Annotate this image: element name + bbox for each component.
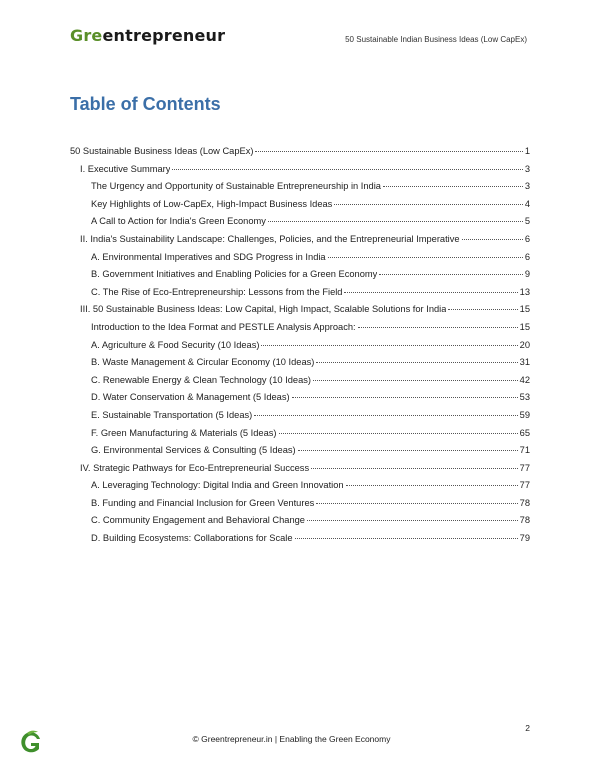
toc-entry-page: 3 (524, 163, 530, 174)
toc-entry[interactable] (70, 410, 530, 428)
toc-entry-title: F. Green Manufacturing & Materials (5 Ideas) (91, 427, 277, 438)
toc-entry-title: C. Community Engagement and Behavioral Change (91, 515, 305, 526)
leaf-g-icon (18, 729, 44, 755)
toc-dot-leader (448, 309, 517, 310)
toc-entry-title: E. Sustainable Transportation (5 Ideas) (91, 409, 253, 420)
toc-entry-title: The Urgency and Opportunity of Sustainable Entrepreneurship in India (91, 181, 381, 192)
toc-dot-leader (311, 468, 518, 469)
toc-entry-page: 3 (524, 181, 530, 192)
toc-entry-title: C. The Rise of Eco-Entrepreneurship: Lessons from the Field (91, 286, 343, 297)
toc-dot-leader (383, 186, 523, 187)
toc-entry[interactable] (70, 269, 530, 287)
toc-dot-leader (313, 380, 518, 381)
toc-entry[interactable] (70, 357, 530, 375)
toc-dot-leader (328, 257, 523, 258)
toc-dot-leader (379, 274, 523, 275)
toc-dot-leader (316, 503, 517, 504)
toc-entry-page: 20 (519, 339, 530, 350)
toc-dot-leader (268, 221, 523, 222)
footer-text: © Greentrepreneur.in | Enabling the Green Economy (192, 734, 391, 744)
toc-entry-page: 79 (519, 533, 530, 544)
toc-dot-leader (334, 204, 523, 205)
toc-entry[interactable] (70, 375, 530, 393)
toc-entry[interactable] (70, 480, 530, 498)
toc-entry-page: 77 (519, 480, 530, 491)
toc-entry[interactable] (70, 287, 530, 305)
toc-entry-title: G. Environmental Services & Consulting (5 Ideas) (91, 445, 296, 456)
toc-entry-title: D. Water Conservation & Management (5 Ideas) (91, 392, 290, 403)
brand-logo-rest: entrepreneur (102, 26, 226, 45)
toc-dot-leader (358, 327, 518, 328)
toc-entry[interactable] (70, 199, 530, 217)
toc-entry[interactable] (70, 428, 530, 446)
toc-entry-page: 42 (519, 374, 530, 385)
toc-dot-leader (295, 538, 518, 539)
toc-dot-leader (316, 362, 517, 363)
toc-entry-title: B. Waste Management & Circular Economy (10 Ideas) (91, 357, 315, 368)
table-of-contents (70, 146, 530, 551)
toc-entry-title: A. Environmental Imperatives and SDG Progress in India (91, 251, 326, 262)
toc-entry[interactable] (70, 533, 530, 551)
toc-entry-title: Introduction to the Idea Format and PESTLE Analysis Approach: (91, 321, 356, 332)
toc-entry-title: B. Government Initiatives and Enabling Policies for a Green Economy (91, 269, 378, 280)
toc-dot-leader (292, 397, 518, 398)
toc-entry-page: 15 (519, 304, 530, 315)
toc-dot-leader (462, 239, 523, 240)
toc-entry-title: II. India's Sustainability Landscape: Challenges, Policies, and the Entrepreneurial Imperative (80, 233, 460, 244)
toc-entry-page: 13 (519, 286, 530, 297)
document-title: 50 Sustainable Indian Business Ideas (Low CapEx) (345, 35, 527, 44)
toc-entry[interactable] (70, 164, 530, 182)
toc-entry-page: 4 (524, 198, 530, 209)
toc-dot-leader (344, 292, 517, 293)
brand-logo-green: Gre (70, 26, 103, 45)
toc-entry-page: 31 (519, 357, 530, 368)
toc-dot-leader (346, 485, 518, 486)
toc-entry-page: 59 (519, 409, 530, 420)
toc-entry-title: A Call to Action for India's Green Economy (91, 216, 266, 227)
toc-entry[interactable] (70, 216, 530, 234)
toc-entry-title: A. Leveraging Technology: Digital India and Green Innovation (91, 480, 344, 491)
toc-dot-leader (254, 415, 517, 416)
toc-entry-page: 71 (519, 445, 530, 456)
toc-entry[interactable] (70, 234, 530, 252)
toc-entry[interactable] (70, 515, 530, 533)
toc-entry-title: 50 Sustainable Business Ideas (Low CapEx) (70, 146, 254, 156)
toc-entry-page: 6 (524, 251, 530, 262)
page-number: 2 (525, 723, 530, 733)
toc-entry-page: 53 (519, 392, 530, 403)
toc-heading: Table of Contents (70, 94, 221, 114)
toc-dot-leader (279, 433, 518, 434)
toc-entry[interactable] (70, 392, 530, 410)
toc-entry-page: 5 (524, 216, 530, 227)
toc-entry[interactable] (70, 340, 530, 358)
toc-entry-page: 78 (519, 515, 530, 526)
brand-logo (70, 26, 225, 45)
toc-dot-leader (255, 151, 522, 152)
toc-entry-page: 65 (519, 427, 530, 438)
toc-entry[interactable] (70, 304, 530, 322)
toc-entry-title: B. Funding and Financial Inclusion for Green Ventures (91, 497, 315, 508)
toc-dot-leader (261, 345, 517, 346)
toc-entry-title: III. 50 Sustainable Business Ideas: Low Capital, High Impact, Scalable Solutions for India (80, 304, 447, 315)
toc-entry-page: 78 (519, 497, 530, 508)
toc-entry[interactable] (70, 445, 530, 463)
toc-entry-title: A. Agriculture & Food Security (10 Ideas) (91, 339, 260, 350)
toc-dot-leader (307, 520, 518, 521)
toc-entry-page: 9 (524, 269, 530, 280)
toc-entry-page: 6 (524, 233, 530, 244)
toc-dot-leader (172, 169, 522, 170)
toc-dot-leader (298, 450, 518, 451)
toc-entry-page: 15 (519, 321, 530, 332)
toc-entry-title: I. Executive Summary (80, 163, 171, 174)
toc-entry[interactable] (70, 146, 530, 164)
toc-entry[interactable] (70, 252, 530, 270)
toc-entry-title: D. Building Ecosystems: Collaborations for Scale (91, 533, 293, 544)
toc-entry[interactable] (70, 498, 530, 516)
toc-entry[interactable] (70, 463, 530, 481)
toc-entry[interactable] (70, 322, 530, 340)
toc-entry[interactable] (70, 181, 530, 199)
toc-entry-title: Key Highlights of Low-CapEx, High-Impact Business Ideas (91, 198, 333, 209)
toc-entry-page: 1 (524, 146, 530, 156)
toc-entry-title: C. Renewable Energy & Clean Technology (10 Ideas) (91, 374, 311, 385)
toc-entry-page: 77 (519, 462, 530, 473)
toc-entry-title: IV. Strategic Pathways for Eco-Entrepreneurial Success (80, 462, 310, 473)
